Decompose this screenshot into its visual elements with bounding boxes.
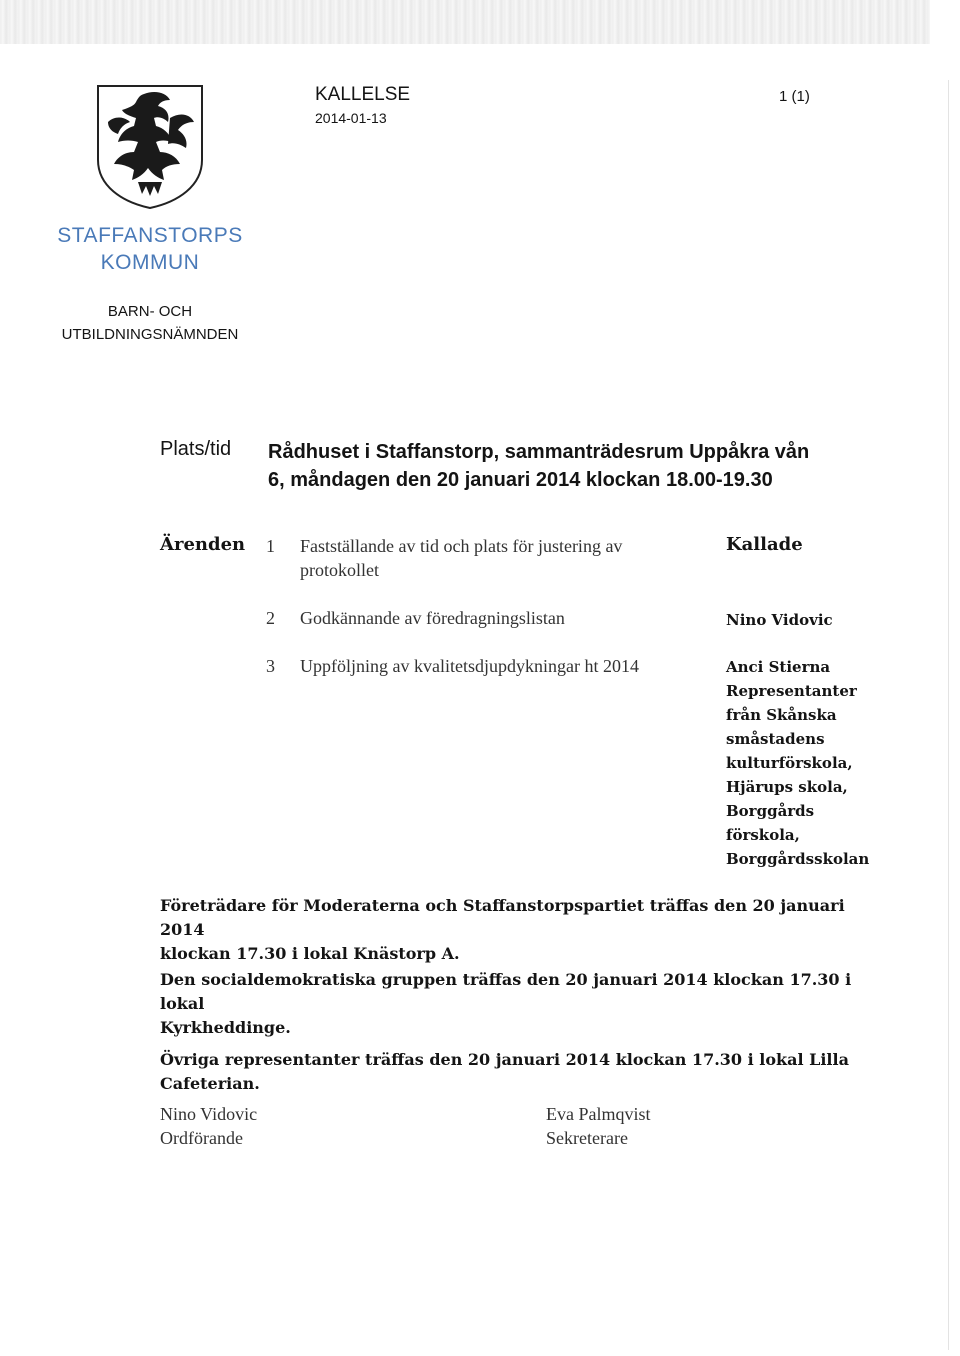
signature-name: Eva Palmqvist: [546, 1104, 651, 1124]
department-name: [20, 300, 280, 346]
signature-chair: [160, 1102, 257, 1150]
agenda-item-line1: Fastställande av tid och plats för justering av: [300, 536, 623, 556]
agenda-item-line1: Godkännande av föredragningslistan: [300, 608, 565, 628]
department-name-line1: BARN- OCH: [107, 303, 193, 320]
signature-name: Nino Vidovic: [160, 1104, 258, 1124]
griffin-coat-of-arms-icon: [94, 82, 206, 210]
group-meeting-note: [160, 968, 880, 1040]
agenda-item-number: 3: [266, 656, 275, 676]
group-meeting-note: [160, 1048, 880, 1096]
agenda-item-text: [300, 606, 700, 630]
note-line2: klockan 17.30 i lokal Knästorp A.: [160, 944, 460, 963]
agenda-item-line2: protokollet: [300, 560, 379, 580]
agenda-item-line1: Uppföljning av kvalitetsdjupdykningar ht 2014: [300, 656, 639, 676]
note-line1: Övriga representanter träffas den 20 januari 2014 klockan 17.30 i lokal Lilla: [160, 1050, 849, 1069]
called-line: småstadens: [726, 730, 825, 748]
agenda-heading: Ärenden: [160, 534, 246, 555]
scan-artifact-bar: [0, 0, 930, 44]
place-time-line1: Rådhuset i Staffanstorp, sammanträdesrum Uppåkra vån: [268, 441, 810, 463]
place-time-value: [268, 438, 908, 494]
page-number: 1 (1): [779, 88, 810, 105]
note-line2: Kyrkheddinge.: [160, 1018, 291, 1037]
scan-edge-line: [948, 80, 949, 1350]
called-list: [726, 655, 869, 871]
agenda-item-number: 2: [266, 608, 275, 628]
called-line: Borggårdsskolan: [726, 850, 870, 868]
place-time-label: Plats/tid: [160, 438, 232, 460]
document-title: KALLELSE: [315, 84, 411, 105]
department-name-line2: UTBILDNINGSNÄMNDEN: [61, 326, 239, 343]
organization-name: [40, 222, 260, 276]
note-line1: Företrädare för Moderaterna och Staffanstorpspartiet träffas den 20 januari 2014: [160, 896, 845, 939]
organization-name-line1: STAFFANSTORPS: [57, 224, 243, 247]
document-date: 2014-01-13: [315, 110, 387, 126]
agenda-item-text: [300, 534, 700, 582]
called-person: Anci Stierna: [726, 658, 831, 676]
signature-role: Sekreterare: [546, 1128, 628, 1148]
called-line: Hjärups skola,: [726, 778, 848, 796]
note-line2: Cafeterian.: [160, 1074, 260, 1093]
called-person: Nino Vidovic: [726, 611, 833, 629]
organization-name-line2: KOMMUN: [100, 251, 200, 274]
called-line: Representanter: [726, 682, 857, 700]
agenda-item-text: [300, 654, 700, 678]
signature-role: Ordförande: [160, 1128, 243, 1148]
note-line1: Den socialdemokratiska gruppen träffas den 20 januari 2014 klockan 17.30 i lokal: [160, 970, 852, 1013]
place-time-line2: 6, måndagen den 20 januari 2014 klockan 18.00-19.30: [268, 469, 773, 491]
called-line: Borggårds: [726, 802, 815, 820]
signature-secretary: [546, 1102, 651, 1150]
called-line: från Skånska: [726, 706, 837, 724]
called-line: förskola,: [726, 826, 800, 844]
agenda-item-number: 1: [266, 536, 275, 556]
called-line: kulturförskola,: [726, 754, 853, 772]
group-meeting-note: [160, 894, 880, 966]
called-heading: Kallade: [726, 534, 803, 555]
